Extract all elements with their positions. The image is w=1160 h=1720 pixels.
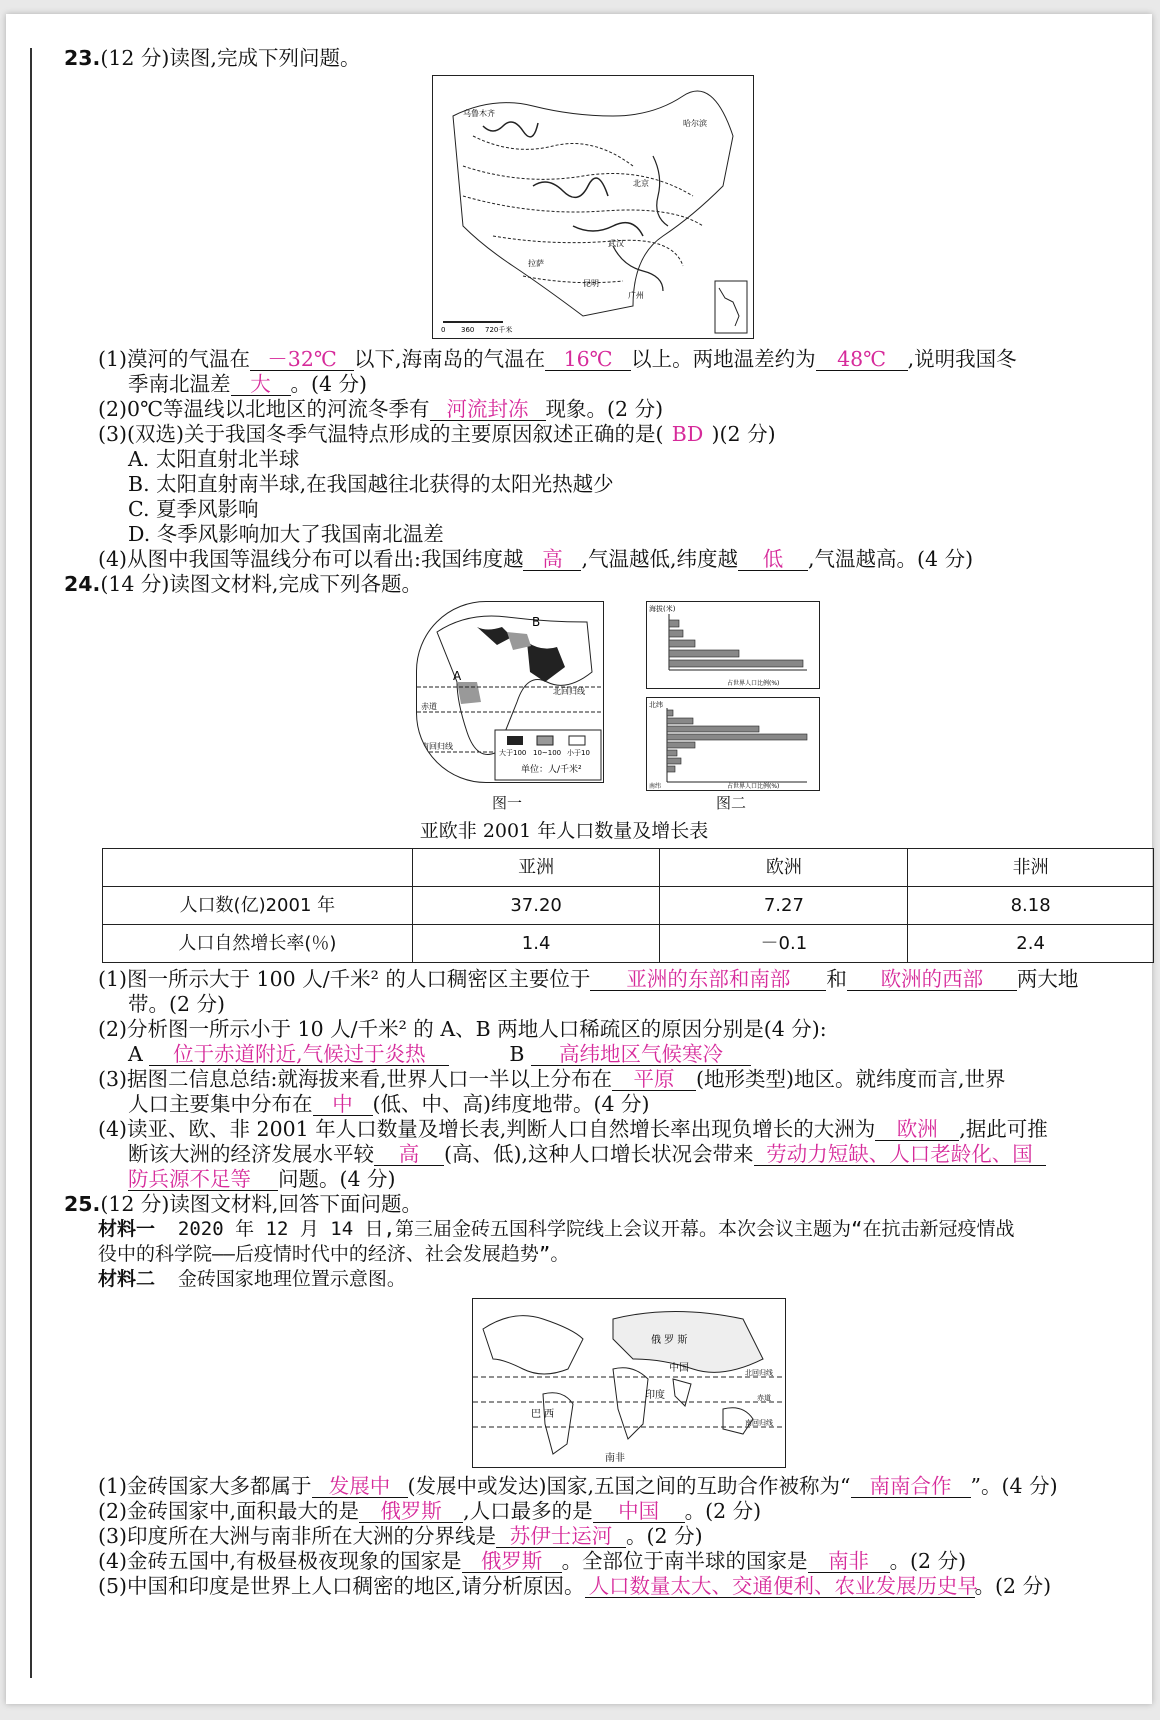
q25-title: (12 分)读图文材料,回答下面问题。 (100, 1192, 422, 1216)
q25-material1-text-a: 2020 年 12 月 14 日,第三届金砖五国科学院线上会议开幕。本次会议主题为“在抗击新冠疫情战 (177, 1218, 1015, 1240)
q23-part2 (64, 397, 1154, 422)
q24-p1-text-a: (1)图一所示大于 100 人/千米² 的人口稠密区主要位于 (98, 967, 591, 991)
brics-map-svg (473, 1299, 784, 1466)
q25-p5-text-b: 。(2 分) (974, 1574, 1052, 1598)
q25-answer-reasons: 人口数量太大、交通便利、农业发展历史早 (585, 1575, 975, 1598)
label-tropic-cancer: 北回归线 (553, 687, 585, 696)
altitude-xlabel: 占世界人口比例(%) (727, 680, 780, 687)
fig2-caption: 图二 (716, 794, 747, 812)
q23-part1 (64, 347, 1154, 372)
label-equator: 赤道 (421, 702, 437, 711)
fig1-caption: 图一 (492, 794, 523, 812)
q23-p4-text-a: (4)从图中我国等温线分布可以看出:我国纬度越 (98, 547, 524, 571)
worksheet-page (6, 14, 1152, 1704)
q23-answer-temp-diff: 48℃ (816, 348, 908, 371)
table-cell: 7.27 (660, 887, 908, 925)
q24-p1-text-c: 两大地 (1016, 967, 1079, 991)
q25-answer-cooperation: 南南合作 (851, 1475, 971, 1498)
map-label-lhasa: 拉萨 (528, 259, 544, 268)
q24-part1 (64, 967, 1154, 992)
q25-header (64, 1192, 1154, 1217)
altitude-title: 海拔(米) (649, 605, 676, 613)
q23-option-a: A. 太阳直射北半球 (128, 447, 300, 471)
scale-label-360: 360 (461, 326, 475, 334)
table-cell: 8.18 (908, 887, 1154, 925)
latitude-xlabel: 占世界人口比例(%) (727, 783, 780, 790)
q25-material2-label: 材料二 (98, 1268, 156, 1290)
q25-p4-text-c: 。(2 分) (889, 1549, 967, 1573)
china-isotherm-map (432, 75, 754, 339)
table-header-cell: 欧洲 (660, 849, 908, 887)
q25-p1-text-a: (1)金砖国家大多都属于 (98, 1474, 312, 1498)
q24-p3-text-c: 人口主要集中分布在 (128, 1092, 313, 1116)
q25-answer-southern: 南非 (808, 1550, 890, 1573)
q25-part4 (64, 1549, 1154, 1574)
table-cell: －0.1 (660, 925, 908, 963)
q25-p1-text-b: (发展中或发达)国家,五国之间的互助合作被称为“ (407, 1474, 851, 1498)
map-label-south-africa: 南非 (605, 1453, 625, 1464)
q25-number: 25. (64, 1192, 101, 1216)
q25-p3-text-a: (3)印度所在大洲与南非所在大洲的分界线是 (98, 1524, 497, 1548)
label-equator: 赤道 (757, 1394, 771, 1402)
q23-part3 (64, 422, 1154, 447)
q23-title: (12 分)读图,完成下列问题。 (100, 46, 361, 70)
population-density-map (416, 601, 604, 783)
brics-world-map (472, 1298, 786, 1468)
q25-part3 (64, 1524, 1154, 1549)
label-tropic-capricorn: 南回归线 (745, 1419, 773, 1427)
q25-answer-most-populous: 中国 (593, 1500, 685, 1523)
q24-answer-latitude: 中 (313, 1093, 373, 1116)
q23-p1-text-c: 以上。两地温差约为 (631, 347, 816, 371)
table-row (103, 887, 1154, 925)
table-header-cell: 亚洲 (412, 849, 660, 887)
map-label-beijing: 北京 (633, 179, 649, 188)
q24-title: (14 分)读图文材料,完成下列各题。 (100, 572, 422, 596)
q23-p1-text-f: 。(4 分) (290, 372, 368, 396)
q23-answer-diff-size: 大 (231, 373, 291, 396)
q25-p4-text-b: 。全部位于南半球的国家是 (561, 1549, 808, 1573)
q23-answer-hainan-temp: 16℃ (545, 348, 631, 371)
q23-answer-lat-high: 高 (523, 548, 581, 571)
q24-figures (64, 597, 1154, 819)
legend-low: 小于10 (567, 749, 590, 757)
q24-answer-b-reason: 高纬地区气候寒冷 (531, 1043, 751, 1066)
q24-p1-text-b: 和 (826, 967, 847, 991)
table-cell: 人口自然增长率(％) (103, 925, 413, 963)
q24-part3-cont (64, 1092, 1154, 1117)
q24-p2-label-b: B (509, 1042, 525, 1066)
q23-p2-text-a: (2)0℃等温线以北地区的河流冬季有 (98, 397, 430, 421)
q25-p2-text-a: (2)金砖国家中,面积最大的是 (98, 1499, 360, 1523)
q24-answer-terrain: 平原 (612, 1068, 696, 1091)
q25-p4-text-a: (4)金砖五国中,有极昼极夜现象的国家是 (98, 1549, 462, 1573)
q24-p2-label-a: A (128, 1042, 143, 1066)
q24-answer-problems-b: 防兵源不足等 (128, 1168, 278, 1191)
q24-p4-text-c: 断该大洲的经济发展水平较 (128, 1142, 374, 1166)
q23-p3-text-b: )(2 分) (711, 422, 776, 446)
q23-part4 (64, 547, 1154, 572)
margin-rule (30, 48, 32, 1678)
q23-p1-text-a: (1)漠河的气温在 (98, 347, 251, 371)
legend-high: 大于100 (499, 749, 527, 757)
latitude-south-label: 南纬 (649, 783, 662, 790)
q24-answer-dense-asia: 亚洲的东部和南部 (590, 968, 826, 991)
q24-answer-econ-level: 高 (374, 1143, 444, 1166)
q25-p3-text-b: 。(2 分) (626, 1524, 703, 1548)
q25-p2-text-c: 。(2 分) (684, 1499, 762, 1523)
table-cell: 人口数(亿)2001 年 (103, 887, 413, 925)
q24-answer-problems-a: 劳动力短缺、人口老龄化、国 (754, 1143, 1046, 1166)
population-table (102, 848, 1154, 963)
q23-p3-text-a: (3)(双选)关于我国冬季气温特点形成的主要原因叙述正确的是( (98, 422, 664, 446)
q25-answer-polar-day: 俄罗斯 (462, 1550, 562, 1573)
map-label-b: B (532, 615, 541, 629)
q24-p4-text-e: 问题。(4 分) (278, 1167, 396, 1191)
q23-answer-lat-low: 低 (738, 548, 808, 571)
map-label-brazil: 巴 西 (531, 1409, 555, 1420)
q25-p5-text-a: (5)中国和印度是世界上人口稠密的地区,请分析原因。 (98, 1574, 585, 1598)
table-cell: 1.4 (412, 925, 660, 963)
q25-answer-boundary: 苏伊士运河 (496, 1525, 626, 1548)
q24-answer-dense-europe: 欧洲的西部 (847, 968, 1017, 991)
q25-part1 (64, 1474, 1154, 1499)
table-row (103, 925, 1154, 963)
q23-p2-text-b: 现象。(2 分) (545, 397, 664, 421)
q24-header (64, 572, 1154, 597)
q24-part3 (64, 1067, 1154, 1092)
q24-p3-text-d: (低、中、高)纬度地带。(4 分) (372, 1092, 650, 1116)
q24-p3-text-b: (地形类型)地区。就纬度而言,世界 (695, 1067, 1006, 1091)
q25-part5 (64, 1574, 1154, 1599)
table-cell: 37.20 (412, 887, 660, 925)
q25-material1-cont: 役中的科学院——后疫情时代中的经济、社会发展趋势”。 (98, 1243, 570, 1265)
map-label-harbin: 哈尔滨 (683, 119, 707, 128)
q23-p1-text-d: ,说明我国冬 (907, 347, 1017, 371)
q25-answer-dev-status: 发展中 (312, 1475, 408, 1498)
q25-material1-label: 材料一 (98, 1218, 156, 1240)
q25-material2 (64, 1267, 1154, 1292)
latitude-population-chart (646, 697, 820, 791)
q23-header (64, 46, 1154, 71)
q24-part4 (64, 1117, 1154, 1142)
q25-p2-text-b: ,人口最多的是 (463, 1499, 593, 1523)
q23-answer-mohe-temp: －32℃ (250, 348, 354, 371)
china-map-svg (433, 76, 752, 337)
q23-option-b: B. 太阳直射南半球,在我国越往北获得的太阳光热越少 (128, 472, 614, 496)
map-label-india: 印度 (645, 1390, 665, 1401)
q24-p4-text-b: ,据此可推 (959, 1117, 1048, 1141)
q24-number: 24. (64, 572, 101, 596)
q24-answer-a-reason: 位于赤道附近,气候过于炎热 (149, 1043, 449, 1066)
q24-part2: (2)分析图一所示小于 10 人/千米² 的 A、B 两地人口稀疏区的原因分别是(4 分): (98, 1017, 827, 1041)
altitude-population-chart (646, 601, 820, 689)
q24-part4-cont2 (64, 1167, 1154, 1192)
map-label-urumqi: 乌鲁木齐 (463, 109, 495, 118)
table-header-cell (103, 849, 413, 887)
density-map-svg (417, 602, 603, 782)
q25-material2-text: 金砖国家地理位置示意图。 (177, 1268, 406, 1290)
legend-unit: 单位：人/千米² (521, 765, 582, 775)
q23-part1-cont (64, 372, 1154, 397)
q24-p4-text-a: (4)读亚、欧、非 2001 年人口数量及增长表,判断人口自然增长率出现负增长的大洲为 (98, 1117, 876, 1141)
q23-number: 23. (64, 46, 101, 70)
label-tropic-cancer: 北回归线 (745, 1369, 773, 1377)
table-header-cell: 非洲 (908, 849, 1154, 887)
worksheet-content (64, 46, 1154, 1599)
latitude-chart-svg (647, 698, 819, 790)
q23-p1-text-b: 以下,海南岛的气温在 (354, 347, 546, 371)
map-label-wuhan: 武汉 (608, 239, 624, 248)
map-label-a: A (453, 669, 462, 683)
q24-part4-cont (64, 1142, 1154, 1167)
q25-answer-largest-area: 俄罗斯 (359, 1500, 463, 1523)
q25-part2 (64, 1499, 1154, 1524)
latitude-title: 北纬 (649, 701, 663, 709)
legend-mid: 10~100 (533, 749, 562, 757)
map-label-russia: 俄 罗 斯 (651, 1335, 688, 1346)
q23-option-c: C. 夏季风影响 (128, 497, 259, 521)
label-tropic-capricorn: 南回归线 (421, 742, 453, 751)
scale-label-720: 720千米 (485, 326, 513, 334)
q23-p4-text-b: ,气温越低,纬度越 (581, 547, 738, 571)
q23-p4-text-c: ,气温越高。(4 分) (808, 547, 974, 571)
q23-option-d: D. 冬季风影响加大了我国南北温差 (128, 522, 444, 546)
q24-part1-cont: 带。(2 分) (128, 992, 226, 1016)
q24-part2-answers (64, 1042, 1154, 1067)
q23-answer-choice: BD (671, 422, 704, 446)
map-label-china: 中国 (669, 1363, 689, 1374)
altitude-chart-svg (647, 602, 819, 688)
table-cell: 2.4 (908, 925, 1154, 963)
table-header-row (103, 849, 1154, 887)
q23-p1-text-e: 季南北温差 (128, 372, 231, 396)
q25-material1 (64, 1217, 1154, 1242)
q23-answer-river-freeze: 河流封冻 (430, 398, 546, 421)
q25-p1-text-c: ”。(4 分) (970, 1474, 1058, 1498)
q24-answer-continent: 欧洲 (875, 1118, 959, 1141)
scale-label-0: 0 (441, 326, 446, 334)
map-label-kunming: 昆明 (583, 279, 599, 288)
population-table-title: 亚欧非 2001 年人口数量及增长表 (419, 820, 709, 842)
q24-p4-text-d: (高、低),这种人口增长状况会带来 (444, 1142, 754, 1166)
map-label-guangzhou: 广州 (628, 291, 644, 300)
q24-p3-text-a: (3)据图二信息总结:就海拔来看,世界人口一半以上分布在 (98, 1067, 612, 1091)
